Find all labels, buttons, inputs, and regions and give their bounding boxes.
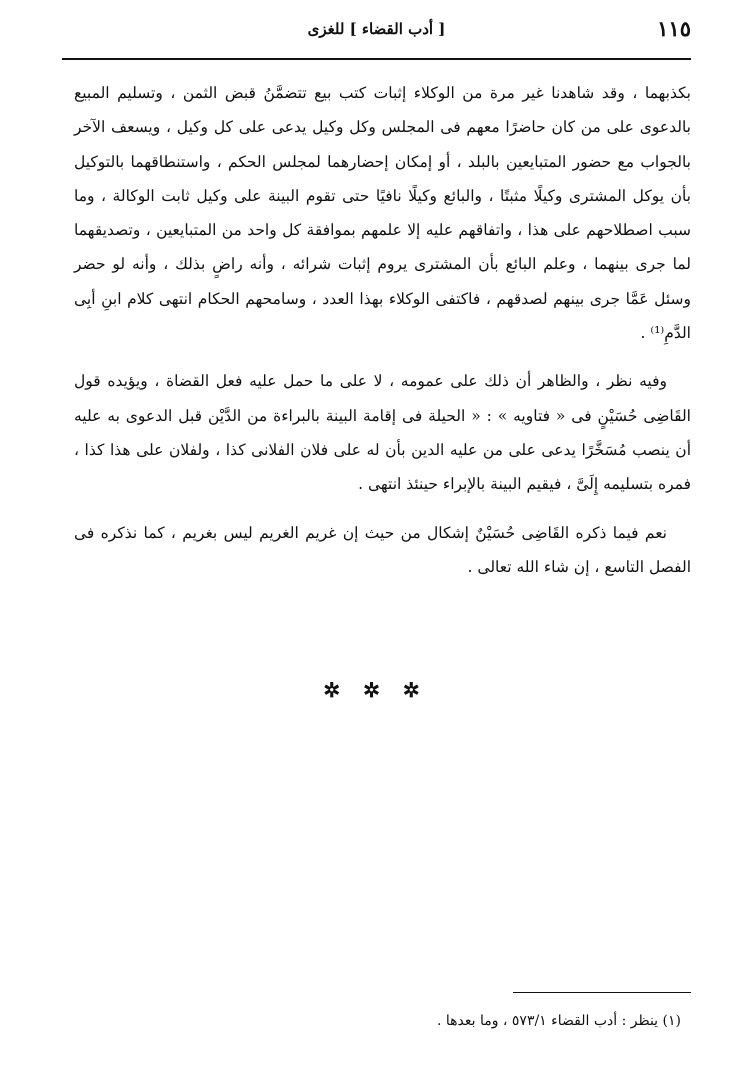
section-separator: ✲ ✲ ✲ [323,678,428,702]
page-number: ١١٥ [657,16,691,41]
footnote: (١) ينظر : أدب القضاء ٥٧٣/١ ، وما بعدها . [436,1013,681,1029]
paragraph: وفيه نظر ، والظاهر أن ذلك على عمومه ، لا على ما حمل عليه فعل القضاة ، ويؤيده قول القَاضِى حُسَيْنٍ فى « فتاويه » : « الحيلة فى إقامة البينة بالبراءة من الدَّيْن قبل الدعوى به عليه أن ينصب مُسَخَّرًا يدعى على من عليه الدين بأن له على فلان الفلانى كذا ، ولفلان على هذا كذا ، فمره بتسليمه إِلَىَّ ، فيقيم البينة بالإبراء حينئذ انتهى . [74,372,691,494]
running-title: [ أدب القضاء ] للغزى [307,20,446,38]
page-header [62,14,691,48]
footnote-rule [513,992,691,993]
header-rule [62,58,691,60]
paragraph: بكذبهما ، وقد شاهدنا غير مرة من الوكلاء إثبات كتب بيع تتضمَّنُ قبض الثمن ، وتسليم المبيع بالدعوى على من كان حاضرًا معهم فى المجلس وكل وكيل يدعى على كل وكيل ، ويسعف الآخر بالجواب مع حضور المتبايعين بالبلد ، أو إمكان إحضارهما لمجلس الحكم ، واستنطاقهما بالتوكيل بأن يوكل المشترى وكيلًا مثبتًا ، والبائع وكيلًا نافيًا حتى تقوم البينة على وكيل ثابت الوكالة ، وما سبب اصطلاحهم على هذا ، واتفاقهم عليه إلا علمهم بموافقة كل واحد من المتبايعين ، وتصديقهما لما جرى بينهما ، وعلم البائع بأن المشترى يروم إثبات شرائه ، وأنه راضٍ بذلك ، وأنه لو حضر وسئل عَمَّا جرى بينهم لصدقهم ، فاكتفى الوكلاء بهذا العدد ، وسامحهم الحكام انتهى كلام ابنِ أبِى الدَّمِ⁽¹⁾ . [74,84,691,343]
body-text [74,76,691,584]
paragraph: نعم فيما ذكره القَاضِى حُسَيْنٌ إشكال من حيث إن غريم الغريم ليس بغريم ، كما نذكره فى الفصل التاسع ، إن شاء الله تعالى . [74,523,691,576]
